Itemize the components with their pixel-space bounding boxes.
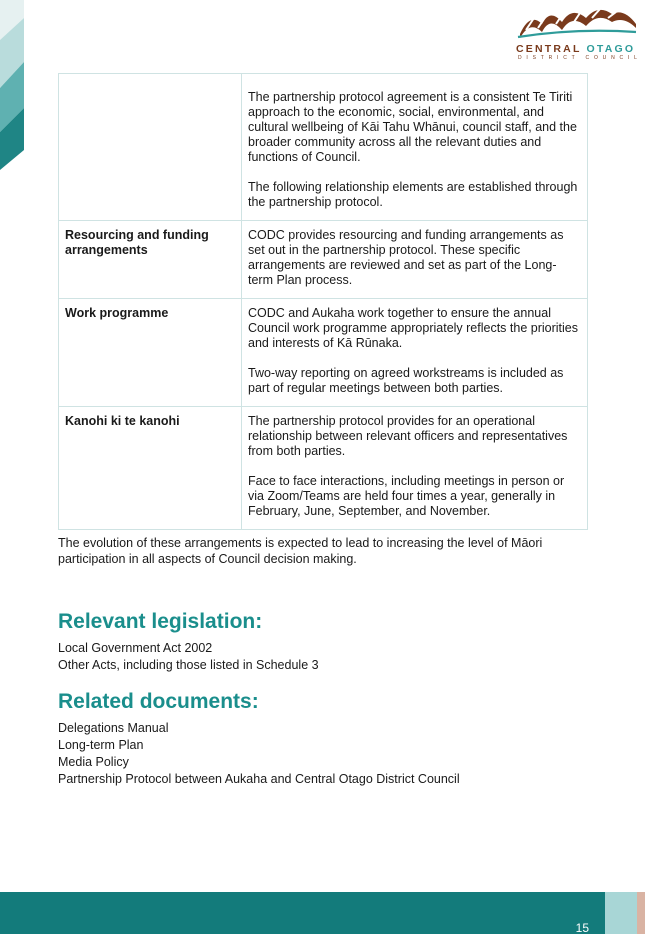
description-paragraph: Face to face interactions, including meetings in person or via Zoom/Teams are held four times a year, generally in February, June, September, and November. xyxy=(248,474,565,518)
row-label: Resourcing and funding arrangements xyxy=(59,221,242,298)
description-paragraph: CODC and Aukaha work together to ensure the annual Council work programme appropriately reflects the priorities and interests of Kā Rūnaka. xyxy=(248,306,578,350)
partnership-table xyxy=(58,73,588,530)
list-item: Delegations Manual xyxy=(58,721,169,735)
row-description xyxy=(242,407,587,529)
description-paragraph: The partnership protocol provides for an operational relationship between relevant officers and representatives from both parties. xyxy=(248,414,568,458)
description-paragraph: CODC provides resourcing and funding arrangements as set out in the partnership protocol. These specific arrangements are reviewed and set as part of the Long-term Plan process. xyxy=(248,228,564,287)
table-row xyxy=(59,406,587,529)
row-description xyxy=(242,74,587,220)
row-label: Work programme xyxy=(59,299,242,406)
list-item: Local Government Act 2002 xyxy=(58,641,213,655)
list-item: Partnership Protocol between Aukaha and Central Otago District Council xyxy=(58,772,460,786)
footer-light-band xyxy=(605,892,637,934)
council-logo xyxy=(514,4,640,62)
description-paragraph: Two-way reporting on agreed workstreams is included as part of regular meetings between both parties. xyxy=(248,366,564,395)
mountain-logo-icon xyxy=(516,4,638,40)
documents-list xyxy=(58,720,460,788)
list-item: Media Policy xyxy=(58,755,129,769)
logo-wordmark: CENTRAL OTAGO xyxy=(516,43,636,55)
row-description xyxy=(242,299,587,406)
description-paragraph: The partnership protocol agreement is a consistent Te Tiriti approach to the economic, social, environmental, and cultural wellbeing of Kāi Tahu Whānui, council staff, and the broader community across all the relevant duties and functions of Council. xyxy=(248,90,577,164)
description-paragraph: The following relationship elements are established through the partnership protocol. xyxy=(248,180,578,209)
footer-teal-band xyxy=(0,892,605,934)
footer-tan-band xyxy=(637,892,645,934)
list-item: Long-term Plan xyxy=(58,738,144,752)
table-row xyxy=(59,74,587,220)
page-number: 15 xyxy=(575,921,589,934)
evolution-paragraph: The evolution of these arrangements is expected to lead to increasing the level of Māori participation in all aspects of Council decision making. xyxy=(58,536,543,566)
table-row xyxy=(59,220,587,298)
row-label xyxy=(59,74,242,220)
logo-subtitle: DISTRICT COUNCIL xyxy=(518,55,642,61)
row-label: Kanohi ki te kanohi xyxy=(59,407,242,529)
row-description xyxy=(242,221,587,298)
relevant-legislation-heading: Relevant legislation: xyxy=(58,610,263,633)
list-item: Other Acts, including those listed in Schedule 3 xyxy=(58,658,319,672)
table-row xyxy=(59,298,587,406)
corner-decoration xyxy=(0,0,24,175)
related-documents-heading: Related documents: xyxy=(58,690,259,713)
page-footer xyxy=(0,892,645,934)
legislation-list xyxy=(58,640,319,674)
